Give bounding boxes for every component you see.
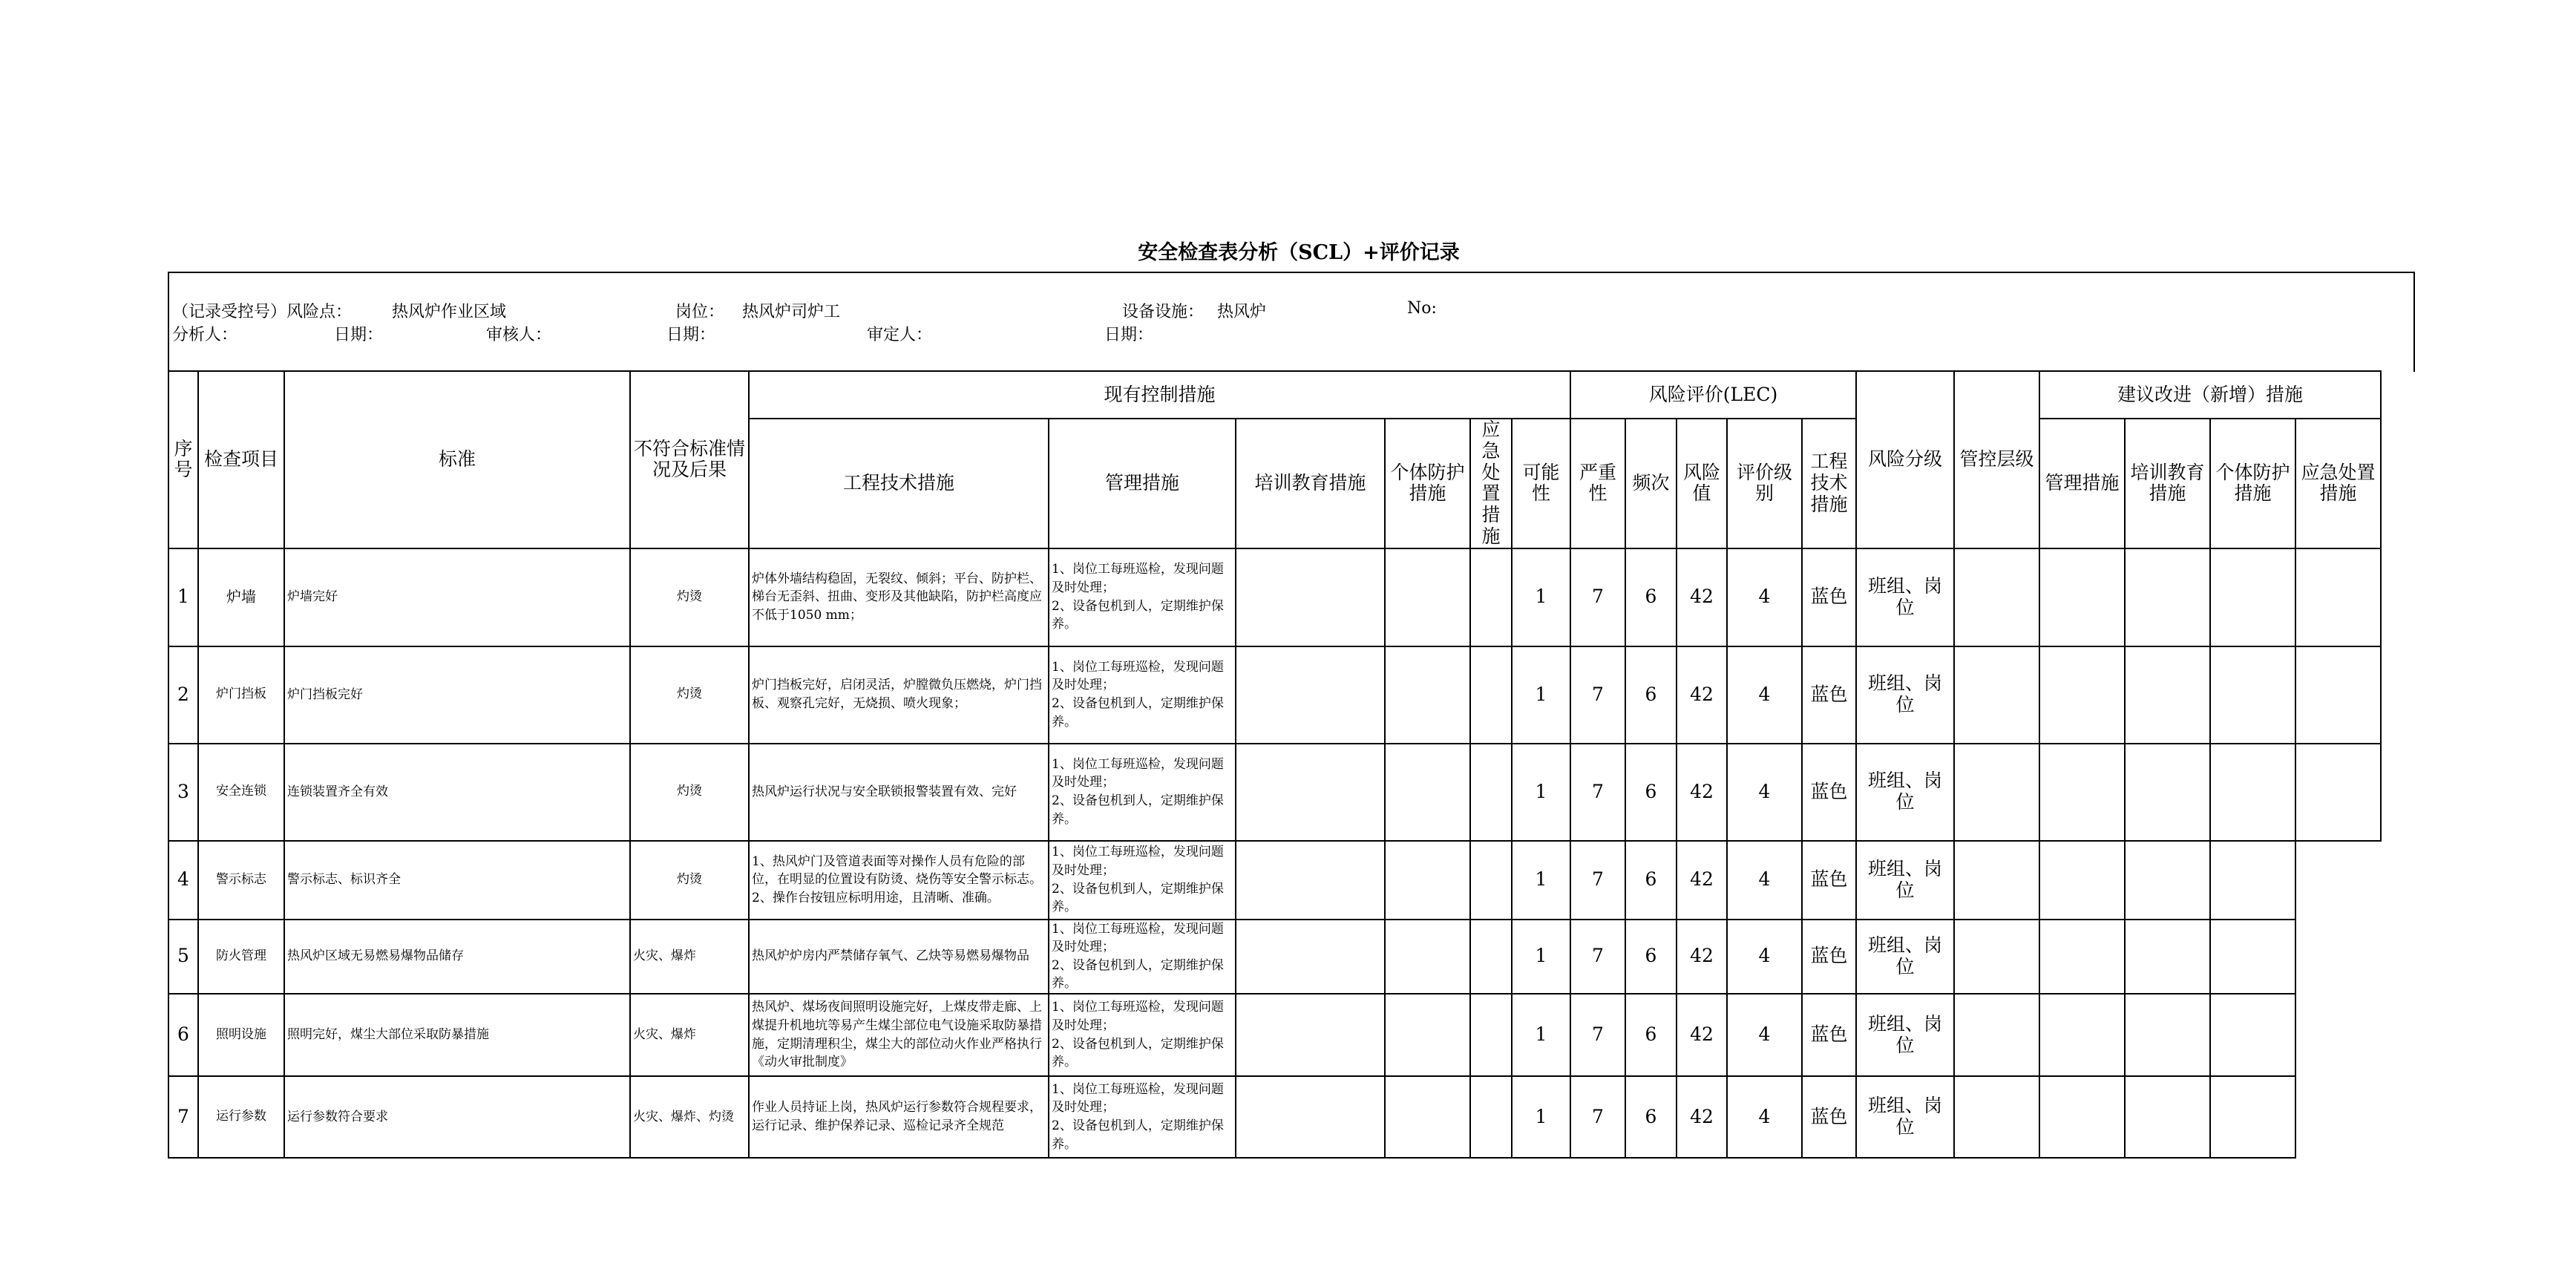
row-result: 灼烫 (630, 744, 749, 841)
row-value: 42 (1677, 646, 1727, 744)
header-risk-level: 风险分级 (1856, 371, 1954, 548)
row-risk-color: 蓝色 (1802, 841, 1856, 920)
row-mgmt-measure: 1、岗位工每班巡检，发现问题及时处理； 2、设备包机到人，定期维护保养。 (1049, 841, 1236, 920)
scl-table (168, 370, 2382, 1159)
row-s: 7 (1570, 646, 1625, 744)
row-l: 1 (1512, 548, 1570, 646)
row-training (1236, 1076, 1385, 1158)
row-item: 运行参数 (198, 1076, 284, 1158)
page-title: 安全检查表分析（SCL）+评价记录 (1138, 241, 1460, 264)
row-s-mgmt (2039, 548, 2125, 646)
row-risk-color: 蓝色 (1802, 548, 1856, 646)
reviewer-label: 审核人： (486, 326, 552, 344)
row-ppe (1385, 744, 1470, 841)
row-f: 6 (1625, 841, 1677, 920)
row-eng-measure: 1、热风炉门及管道表面等对操作人员有危险的部位，在明显的位置设有防烫、烧伤等安全警示标志。2、操作台按钮应标明用途，且清晰、准确。 (749, 841, 1049, 920)
header-ppe: 个体防护措施 (1385, 419, 1470, 548)
header-lec: 风险评价(LEC) (1570, 371, 1856, 419)
row-s-training (2125, 920, 2210, 994)
row-eng-measure: 炉体外墙结构稳固，无裂纹、倾斜；平台、防护栏、梯台无歪斜、扭曲、变形及其他缺陷，防护栏高度应不低于1050 mm； (749, 548, 1049, 646)
row-s-eng (1954, 994, 2039, 1076)
row-no: 2 (168, 646, 198, 744)
header-training: 培训教育措施 (1236, 419, 1385, 548)
row-s-mgmt (2039, 994, 2125, 1076)
header-l: 可能性 (1512, 419, 1570, 548)
row-no: 6 (168, 994, 198, 1076)
row-value: 42 (1677, 548, 1727, 646)
row-result: 灼烫 (630, 841, 749, 920)
header-eng: 工程技术措施 (749, 419, 1049, 548)
row-standard: 炉墙完好 (284, 548, 630, 646)
post-label: 岗位： (675, 303, 725, 321)
row-s-ppe (2210, 744, 2295, 841)
row-eng-measure: 热风炉炉房内严禁储存氧气、乙炔等易燃易爆物品 (749, 920, 1049, 994)
row-s-ppe (2210, 548, 2295, 646)
row-s-mgmt (2039, 744, 2125, 841)
row-item: 炉门挡板 (198, 646, 284, 744)
row-l: 1 (1512, 646, 1570, 744)
row-result: 火灾、爆炸、灼烫 (630, 1076, 749, 1158)
row-mgmt-measure: 1、岗位工每班巡检，发现问题及时处理； 2、设备包机到人，定期维护保养。 (1049, 646, 1236, 744)
row-s-training (2125, 841, 2210, 920)
equipment-label: 设备设施： (1122, 303, 1205, 321)
header-grade: 评价级别 (1727, 419, 1802, 548)
header-emergency: 应急处置措施 (1470, 419, 1512, 548)
row-control-level: 班组、岗位 (1856, 994, 1954, 1076)
row-mgmt-measure: 1、岗位工每班巡检，发现问题及时处理； 2、设备包机到人，定期维护保养。 (1049, 994, 1236, 1076)
row-training (1236, 646, 1385, 744)
row-s-ppe (2210, 994, 2295, 1076)
row-l: 1 (1512, 1076, 1570, 1158)
row-grade: 4 (1727, 646, 1802, 744)
row-value: 42 (1677, 994, 1727, 1076)
analyst-label: 分析人： (172, 326, 238, 344)
row-training (1236, 548, 1385, 646)
row-s: 7 (1570, 920, 1625, 994)
row-standard: 炉门挡板完好 (284, 646, 630, 744)
row-risk-color: 蓝色 (1802, 1076, 1856, 1158)
row-s-emergency (2295, 646, 2381, 744)
row-standard: 热风炉区域无易燃易爆物品储存 (284, 920, 630, 994)
row-grade: 4 (1727, 841, 1802, 920)
row-l: 1 (1512, 920, 1570, 994)
row-result: 灼烫 (630, 548, 749, 646)
row-emergency (1470, 994, 1512, 1076)
row-s-mgmt (2039, 841, 2125, 920)
row-item: 防火管理 (198, 920, 284, 994)
header-s-training: 培训教育措施 (2125, 419, 2210, 548)
row-f: 6 (1625, 548, 1677, 646)
row-f: 6 (1625, 1076, 1677, 1158)
row-standard: 运行参数符合要求 (284, 1076, 630, 1158)
header-s-mgmt: 管理措施 (2039, 419, 2125, 548)
row-standard: 照明完好，煤尘大部位采取防暴措施 (284, 994, 630, 1076)
row-control-level: 班组、岗位 (1856, 548, 1954, 646)
row-no: 5 (168, 920, 198, 994)
row-emergency (1470, 920, 1512, 994)
header-existing-measures: 现有控制措施 (749, 371, 1570, 419)
row-emergency (1470, 1076, 1512, 1158)
row-eng-measure: 作业人员持证上岗，热风炉运行参数符合规程要求，运行记录、维护保养记录、巡检记录齐全规范 (749, 1076, 1049, 1158)
row-f: 6 (1625, 744, 1677, 841)
equipment-value: 热风炉 (1217, 303, 1267, 321)
row-item: 警示标志 (198, 841, 284, 920)
row-risk-color: 蓝色 (1802, 646, 1856, 744)
row-s-eng (1954, 1076, 2039, 1158)
header-suggest-measures: 建议改进（新增）措施 (2039, 371, 2381, 419)
row-standard: 连锁装置齐全有效 (284, 744, 630, 841)
header-item: 检查项目 (198, 371, 284, 548)
header-standard: 标准 (284, 371, 630, 548)
no-label: No: (1407, 299, 1437, 318)
row-s-mgmt (2039, 920, 2125, 994)
row-training (1236, 841, 1385, 920)
record-no-label: （记录受控号）风险点： (172, 303, 353, 321)
row-result: 灼烫 (630, 646, 749, 744)
row-value: 42 (1677, 920, 1727, 994)
row-grade: 4 (1727, 994, 1802, 1076)
row-emergency (1470, 841, 1512, 920)
row-item: 照明设施 (198, 994, 284, 1076)
row-f: 6 (1625, 646, 1677, 744)
row-item: 安全连锁 (198, 744, 284, 841)
row-result: 火灾、爆炸 (630, 920, 749, 994)
row-l: 1 (1512, 744, 1570, 841)
row-eng-measure: 炉门挡板完好，启闭灵活，炉膛微负压燃烧，炉门挡板、观察孔完好，无烧损、喷火现象； (749, 646, 1049, 744)
risk-point: 热风炉作业区域 (392, 303, 507, 321)
header-s-eng: 工程技术措施 (1802, 419, 1856, 548)
row-training (1236, 744, 1385, 841)
row-s: 7 (1570, 1076, 1625, 1158)
approver-label: 审定人： (867, 326, 933, 344)
row-value: 42 (1677, 841, 1727, 920)
row-emergency (1470, 744, 1512, 841)
row-ppe (1385, 994, 1470, 1076)
row-risk-color: 蓝色 (1802, 920, 1856, 994)
row-s-training (2125, 744, 2210, 841)
row-s-training (2125, 1076, 2210, 1158)
row-emergency (1470, 646, 1512, 744)
row-l: 1 (1512, 994, 1570, 1076)
row-s: 7 (1570, 841, 1625, 920)
row-s-mgmt (2039, 646, 2125, 744)
table-row (168, 994, 2381, 1076)
row-ppe (1385, 920, 1470, 994)
row-s-eng (1954, 548, 2039, 646)
header-f: 频次 (1625, 419, 1677, 548)
header-seq: 序号 (168, 371, 198, 548)
row-eng-measure: 热风炉运行状况与安全联锁报警装置有效、完好 (749, 744, 1049, 841)
row-s-emergency (2295, 548, 2381, 646)
row-s-emergency (2295, 994, 2381, 1076)
row-s-training (2125, 646, 2210, 744)
table-row (168, 920, 2381, 994)
row-s-emergency (2295, 920, 2381, 994)
row-s-eng (1954, 646, 2039, 744)
row-s: 7 (1570, 548, 1625, 646)
row-s-training (2125, 548, 2210, 646)
row-f: 6 (1625, 994, 1677, 1076)
row-standard: 警示标志、标识齐全 (284, 841, 630, 920)
row-value: 42 (1677, 744, 1727, 841)
row-result: 火灾、爆炸 (630, 994, 749, 1076)
table-row (168, 646, 2381, 744)
date3-label: 日期： (1104, 326, 1154, 344)
header-s-ppe: 个体防护措施 (2210, 419, 2295, 548)
row-l: 1 (1512, 841, 1570, 920)
row-control-level: 班组、岗位 (1856, 744, 1954, 841)
row-training (1236, 920, 1385, 994)
row-item: 炉墙 (198, 548, 284, 646)
row-control-level: 班组、岗位 (1856, 920, 1954, 994)
row-s-mgmt (2039, 1076, 2125, 1158)
post-value: 热风炉司炉工 (742, 303, 841, 321)
row-mgmt-measure: 1、岗位工每班巡检，发现问题及时处理； 2、设备包机到人，定期维护保养。 (1049, 920, 1236, 994)
header-s: 严重性 (1570, 419, 1625, 548)
row-control-level: 班组、岗位 (1856, 1076, 1954, 1158)
row-s-emergency (2295, 744, 2381, 841)
row-risk-color: 蓝色 (1802, 744, 1856, 841)
row-no: 7 (168, 1076, 198, 1158)
row-s-ppe (2210, 646, 2295, 744)
row-no: 3 (168, 744, 198, 841)
row-f: 6 (1625, 920, 1677, 994)
header-mgmt: 管理措施 (1049, 419, 1236, 548)
row-s-emergency (2295, 1076, 2381, 1158)
table-row (168, 548, 2381, 646)
header-nonconform: 不符合标准情况及后果 (630, 371, 749, 548)
row-grade: 4 (1727, 920, 1802, 994)
row-training (1236, 994, 1385, 1076)
row-s-eng (1954, 744, 2039, 841)
row-grade: 4 (1727, 1076, 1802, 1158)
date2-label: 日期： (666, 326, 716, 344)
table-row (168, 841, 2381, 920)
date1-label: 日期： (334, 326, 384, 344)
row-s-eng (1954, 920, 2039, 994)
row-s-ppe (2210, 841, 2295, 920)
row-emergency (1470, 548, 1512, 646)
row-mgmt-measure: 1、岗位工每班巡检，发现问题及时处理； 2、设备包机到人，定期维护保养。 (1049, 1076, 1236, 1158)
row-s-ppe (2210, 1076, 2295, 1158)
row-control-level: 班组、岗位 (1856, 841, 1954, 920)
row-s-training (2125, 994, 2210, 1076)
row-ppe (1385, 646, 1470, 744)
row-eng-measure: 热风炉、煤场夜间照明设施完好，上煤皮带走廊、上煤提升机地坑等易产生煤尘部位电气设施采取防暴措施，定期清理积尘，煤尘大的部位动火作业严格执行《动火审批制度》 (749, 994, 1049, 1076)
header-s-emergency: 应急处置措施 (2295, 419, 2381, 548)
row-no: 1 (168, 548, 198, 646)
row-control-level: 班组、岗位 (1856, 646, 1954, 744)
table-row (168, 1076, 2381, 1158)
row-s-eng (1954, 841, 2039, 920)
row-mgmt-measure: 1、岗位工每班巡检，发现问题及时处理； 2、设备包机到人，定期维护保养。 (1049, 548, 1236, 646)
row-ppe (1385, 1076, 1470, 1158)
row-ppe (1385, 841, 1470, 920)
row-grade: 4 (1727, 548, 1802, 646)
row-s: 7 (1570, 744, 1625, 841)
row-mgmt-measure: 1、岗位工每班巡检，发现问题及时处理； 2、设备包机到人，定期维护保养。 (1049, 744, 1236, 841)
row-s-ppe (2210, 920, 2295, 994)
header-value: 风险值 (1677, 419, 1727, 548)
header-control-level: 管控层级 (1954, 371, 2039, 548)
row-s: 7 (1570, 994, 1625, 1076)
row-value: 42 (1677, 1076, 1727, 1158)
table-body (168, 548, 2381, 1159)
table-row (168, 744, 2381, 841)
row-risk-color: 蓝色 (1802, 994, 1856, 1076)
row-no: 4 (168, 841, 198, 920)
row-grade: 4 (1727, 744, 1802, 841)
row-s-emergency (2295, 841, 2381, 920)
row-ppe (1385, 548, 1470, 646)
